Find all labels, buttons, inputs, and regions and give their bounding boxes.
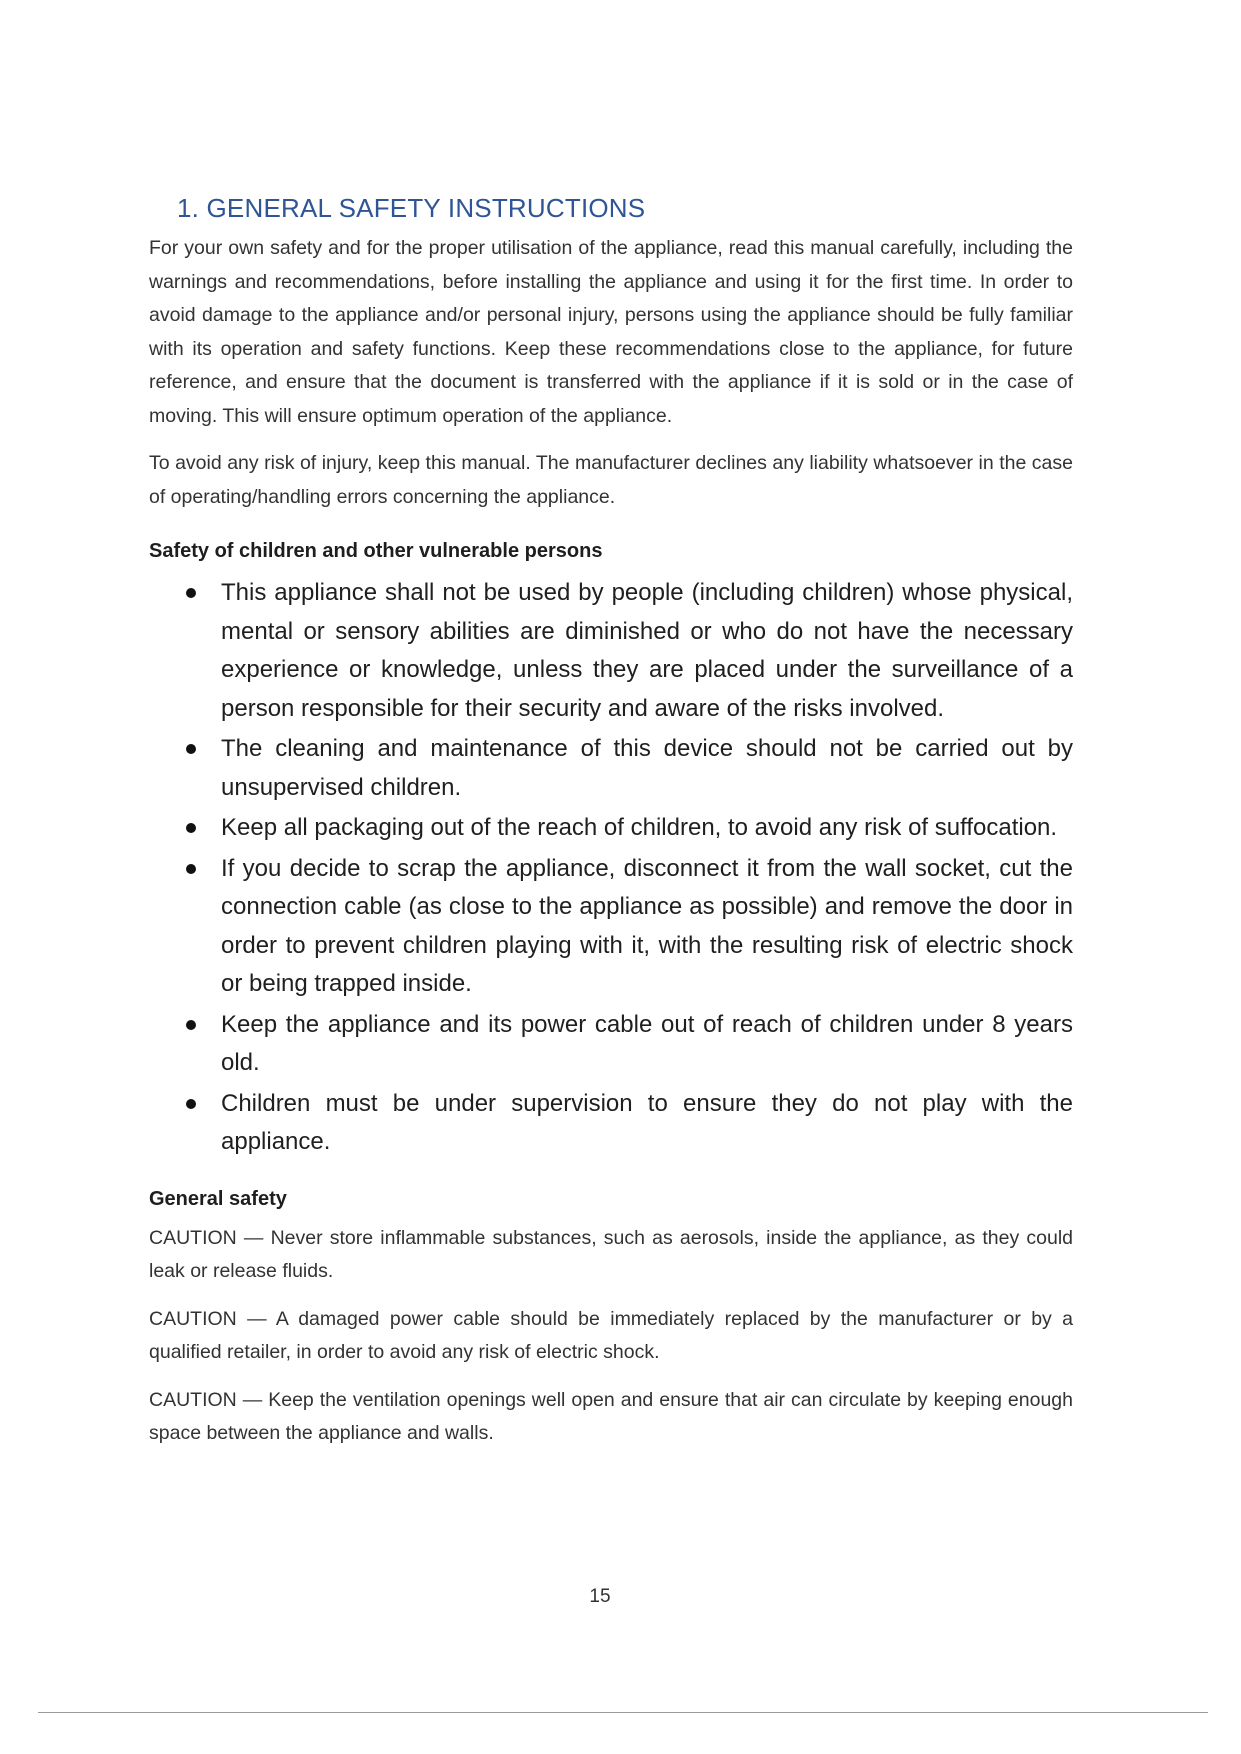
page-number: 15	[589, 1586, 611, 1607]
liability-paragraph: To avoid any risk of injury, keep this manual. The manufacturer declines any liability whatsoever in the case of operating/handling errors concerning the appliance.	[149, 452, 1073, 508]
list-item	[149, 809, 1073, 848]
list-item-text: The cleaning and maintenance of this device should not be carried out by unsupervised children.	[221, 735, 1073, 801]
list-item	[149, 850, 1073, 1004]
list-item	[149, 730, 1073, 807]
footer-divider	[38, 1712, 1208, 1713]
caution-paragraph: CAUTION — Keep the ventilation openings well open and ensure that air can circulate by keeping enough space between the appliance and walls.	[149, 1388, 1073, 1444]
list-item-text: Children must be under supervision to ensure they do not play with the appliance.	[221, 1089, 1073, 1155]
page-content	[149, 190, 1073, 1465]
bullet-icon	[186, 1020, 196, 1030]
list-item-text: This appliance shall not be used by people (including children) whose physical, mental or sensory abilities are diminished or who do not have the necessary experience or knowledge, unless they are placed under the surveillance of a person responsible for their security and aware of the risks involved.	[221, 579, 1073, 722]
general-safety-heading: General safety	[149, 1187, 287, 1210]
caution-paragraph: CAUTION — Never store inflammable substances, such as aerosols, inside the appliance, as they could leak or release fluids.	[149, 1226, 1073, 1282]
list-item-text: Keep all packaging out of the reach of children, to avoid any risk of suffocation.	[221, 814, 1058, 841]
bullet-icon	[186, 864, 196, 874]
intro-paragraph: For your own safety and for the proper utilisation of the appliance, read this manual carefully, including the warnings and recommendations, before installing the appliance and using it for the first time. In order to avoid damage to the appliance and/or personal injury, persons using the appliance should be fully familiar with its operation and safety functions. Keep these recommendations close to the appliance, for future reference, and ensure that the document is transferred with the appliance if it is sold or in the case of moving. This will ensure optimum operation of the appliance.	[149, 237, 1073, 427]
section-title: 1. GENERAL SAFETY INSTRUCTIONS	[177, 193, 646, 223]
list-item	[149, 1006, 1073, 1083]
list-item	[149, 1085, 1073, 1162]
caution-paragraph: CAUTION — A damaged power cable should be immediately replaced by the manufacturer or by a qualified retailer, in order to avoid any risk of electric shock.	[149, 1307, 1073, 1363]
children-safety-heading: Safety of children and other vulnerable persons	[149, 540, 603, 562]
bullet-icon	[186, 744, 196, 754]
list-item-text: If you decide to scrap the appliance, disconnect it from the wall socket, cut the connection cable (as close to the appliance as possible) and remove the door in order to prevent children playing with it, with the resulting risk of electric shock or being trapped inside.	[221, 854, 1073, 997]
bullet-icon	[186, 588, 196, 598]
list-item-text: Keep the appliance and its power cable out of reach of children under 8 years old.	[221, 1010, 1073, 1076]
children-safety-list	[149, 574, 1073, 1162]
bullet-icon	[186, 1099, 196, 1109]
bullet-icon	[186, 823, 196, 833]
list-item	[149, 574, 1073, 728]
